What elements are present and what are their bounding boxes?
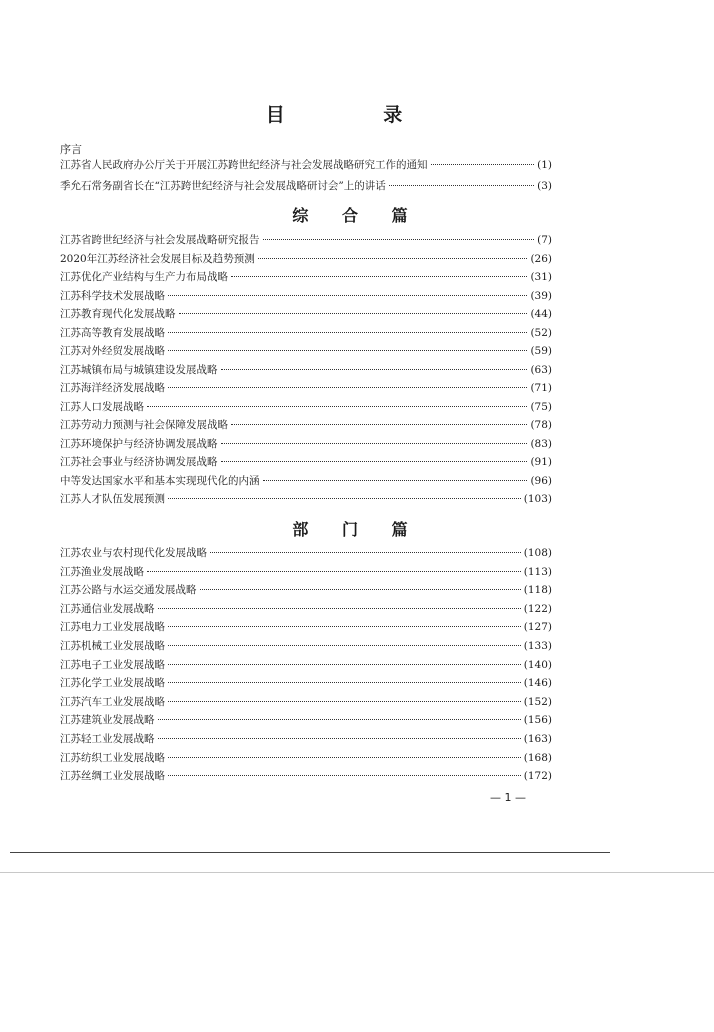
dot-leader [158,719,521,720]
toc-entry-title: 江苏环境保护与经济协调发展战略 [60,437,218,450]
toc-entry[interactable] [60,656,552,675]
dot-leader [210,552,521,553]
toc-entry-title: 江苏建筑业发展战略 [60,714,155,727]
toc-entry-title: 江苏城镇布局与城镇建设发展战略 [60,363,218,376]
toc-entry-page: (1) [537,159,552,171]
toc-entry-page: (103) [523,493,552,505]
dot-leader [168,498,521,499]
toc-entry-page: (78) [530,419,552,431]
toc-entry[interactable] [60,176,552,197]
toc-entry[interactable] [60,453,552,472]
dot-leader [158,608,521,609]
toc-entry-page: (91) [530,456,552,468]
toc-entry[interactable] [60,767,552,786]
toc-entry-page: (140) [523,658,552,671]
toc-title: 目 录 [265,104,449,126]
toc-entry-title: 2020年江苏经济社会发展目标及趋势预测 [60,252,255,265]
toc-entry[interactable] [60,490,552,509]
toc-entry[interactable] [60,435,552,454]
toc-entry-title: 江苏化学工业发展战略 [60,677,165,690]
toc-entry-page: (26) [530,252,552,265]
toc-entry[interactable] [60,398,552,417]
toc-entry-title: 江苏教育现代化发展战略 [60,308,176,320]
toc-entry[interactable] [60,693,552,712]
dot-leader [147,406,527,407]
toc-entry[interactable] [60,749,552,768]
toc-entry-page: (108) [523,547,552,559]
dot-leader [389,185,534,186]
toc-entry[interactable] [60,287,552,306]
dot-leader [168,295,527,296]
toc-entry-page: (7) [537,234,552,246]
toc-entry[interactable] [60,342,552,361]
toc-entry-title: 江苏纺织工业发展战略 [60,751,165,764]
toc-entry[interactable] [60,361,552,380]
toc-entry-title: 江苏汽车工业发展战略 [60,695,165,708]
toc-entry-title: 江苏科学技术发展战略 [60,289,165,302]
toc-entry[interactable] [60,416,552,435]
toc-entry-page: (163) [523,732,552,745]
toc-entry-page: (172) [523,770,552,783]
toc-entry[interactable] [60,618,552,637]
toc-entry-page: (3) [537,180,552,192]
page-bottom-edge [0,872,714,873]
dot-leader [168,664,521,665]
dot-leader [200,589,521,590]
toc-entry-page: (113) [523,565,552,578]
toc-entry-title: 季允石常务副省长在“江苏跨世纪经济与社会发展战略研讨会”上的讲话 [60,180,386,192]
dot-leader [168,387,527,388]
toc-entry-title: 江苏机械工业发展战略 [60,639,165,652]
toc-entry-page: (83) [530,437,552,450]
toc-entry[interactable] [60,155,552,176]
toc-entry-page: (168) [523,751,552,764]
comprehensive-entry-list [60,231,552,509]
toc-entry-title: 江苏丝绸工业发展战略 [60,770,165,783]
toc-entry-page: (71) [530,382,552,394]
dot-leader [258,258,528,259]
toc-entry[interactable] [60,637,552,656]
toc-entry[interactable] [60,305,552,324]
toc-entry-page: (118) [523,584,552,597]
toc-entry-page: (75) [530,400,552,413]
toc-entry[interactable] [60,231,552,250]
toc-entry-title: 江苏省跨世纪经济与社会发展战略研究报告 [60,234,260,246]
toc-entry-page: (31) [530,271,552,283]
dot-leader [168,757,521,758]
scan-edge-line [10,852,610,853]
dot-leader [168,332,527,333]
toc-entry-title: 江苏人才队伍发展预测 [60,493,165,505]
dot-leader [179,313,528,314]
toc-entry-title: 江苏公路与水运交通发展战略 [60,584,197,597]
dot-leader [221,443,528,444]
dot-leader [231,424,527,425]
toc-entry-page: (133) [523,639,552,652]
dot-leader [158,738,521,739]
toc-entry-page: (52) [530,326,552,339]
toc-entry-title: 江苏高等教育发展战略 [60,326,165,339]
dot-leader [168,775,521,776]
toc-entry[interactable] [60,379,552,398]
toc-entry-title: 江苏通信业发展战略 [60,602,155,615]
toc-entry-title: 江苏电力工业发展战略 [60,621,165,634]
dot-leader [168,682,521,683]
dot-leader [147,571,521,572]
toc-entry-page: (146) [523,677,552,690]
dot-leader [168,645,521,646]
intro-entry-list [60,155,552,197]
toc-entry[interactable] [60,268,552,287]
toc-entry-page: (59) [530,345,552,357]
dot-leader [263,480,528,481]
dot-leader [168,350,527,351]
dot-leader [263,239,535,240]
dot-leader [431,164,535,165]
toc-entry-page: (63) [530,363,552,376]
toc-entry-page: (122) [523,602,552,615]
toc-entry[interactable] [60,544,552,563]
toc-entry[interactable] [60,324,552,343]
toc-entry-title: 江苏对外经贸发展战略 [60,345,165,357]
toc-entry-title: 江苏人口发展战略 [60,400,144,413]
toc-entry[interactable] [60,730,552,749]
dot-leader [168,626,521,627]
toc-entry-page: (156) [523,714,552,727]
toc-entry-title: 中等发达国家水平和基本实现现代化的内涵 [60,474,260,487]
toc-entry[interactable] [60,711,552,730]
toc-entry[interactable] [60,563,552,582]
toc-entry-page: (152) [523,695,552,708]
toc-entry-page: (44) [530,308,552,320]
toc-entry-title: 江苏优化产业结构与生产力布局战略 [60,271,228,283]
section-heading-comprehensive: 综 合 篇 [292,206,422,225]
toc-entry-title: 江苏海洋经济发展战略 [60,382,165,394]
dot-leader [168,701,521,702]
dot-leader [221,369,528,370]
toc-entry-title: 江苏社会事业与经济协调发展战略 [60,456,218,468]
toc-entry[interactable] [60,674,552,693]
department-entry-list [60,544,552,786]
page-number: — 1 — [490,791,526,804]
toc-entry-title: 江苏农业与农村现代化发展战略 [60,547,207,559]
toc-entry-page: (96) [530,474,552,487]
toc-entry-page: (127) [523,621,552,634]
dot-leader [221,461,528,462]
toc-entry-title: 江苏劳动力预测与社会保障发展战略 [60,419,228,431]
section-heading-departments: 部 门 篇 [292,520,422,539]
toc-entry[interactable] [60,581,552,600]
preface-label: 序言 [60,143,82,156]
toc-entry-title: 江苏轻工业发展战略 [60,732,155,745]
toc-entry-title: 江苏省人民政府办公厅关于开展江苏跨世纪经济与社会发展战略研究工作的通知 [60,159,428,171]
toc-entry-page: (39) [530,289,552,302]
dot-leader [231,276,527,277]
toc-entry[interactable] [60,600,552,619]
toc-entry[interactable] [60,250,552,269]
toc-entry-title: 江苏电子工业发展战略 [60,658,165,671]
toc-entry[interactable] [60,472,552,491]
toc-entry-title: 江苏渔业发展战略 [60,565,144,578]
